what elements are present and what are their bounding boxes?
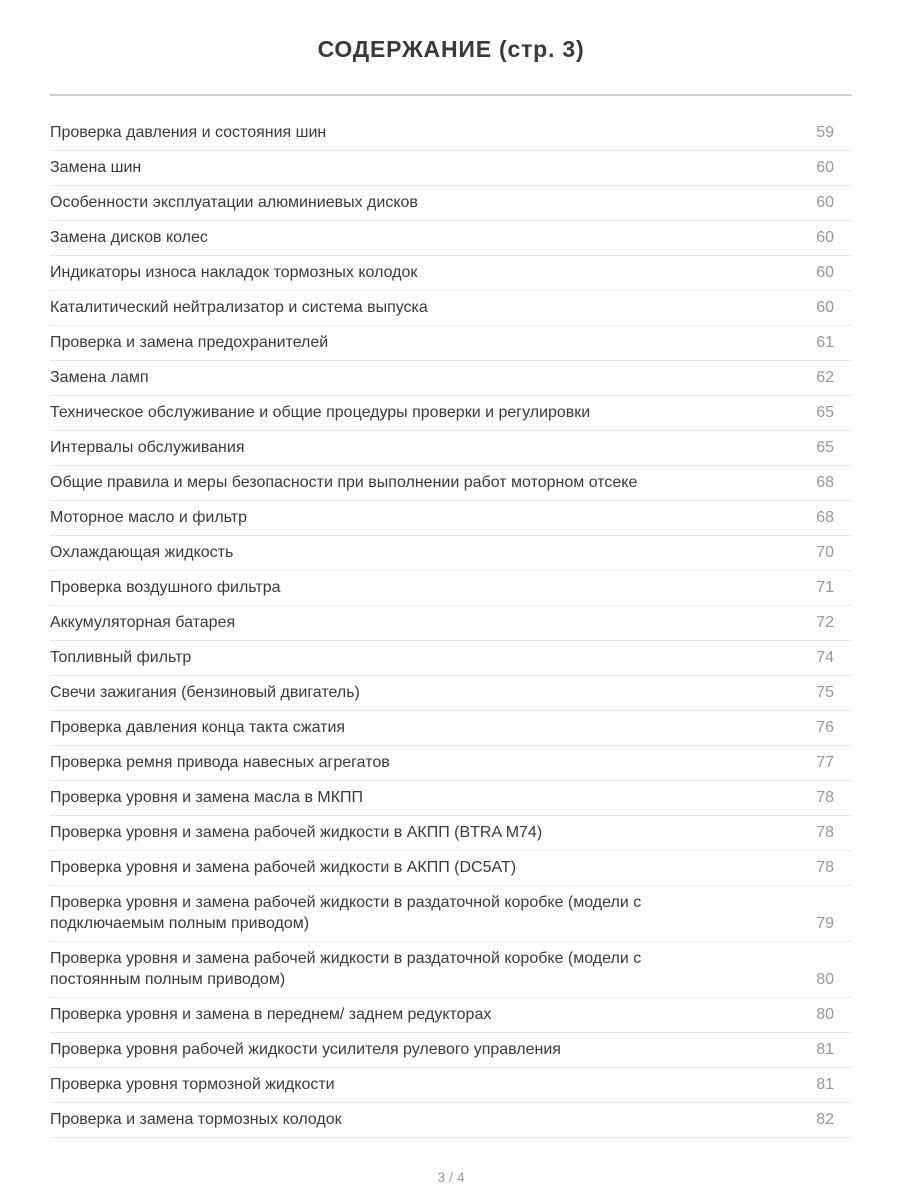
toc-entry-label: Проверка уровня и замена масла в МКПП (50, 789, 364, 806)
toc-entry-page-number: 60 (816, 264, 834, 281)
toc-entry-row (50, 361, 852, 396)
toc-entry-page-number: 78 (816, 859, 834, 876)
toc-entry-row (50, 396, 852, 431)
toc-entry-label: Проверка уровня и замена в переднем/ заднем редукторах (50, 1006, 492, 1023)
toc-entry-page-number: 72 (816, 614, 834, 631)
toc-entry-page-number: 80 (816, 971, 834, 988)
toc-entry-page-number: 77 (816, 754, 834, 771)
toc-entry-row (50, 431, 852, 466)
toc-entry-label: Проверка уровня тормозной жидкости (50, 1076, 335, 1093)
toc-entry-label: Каталитический нейтрализатор и система выпуска (50, 299, 428, 316)
toc-entry-page-number: 60 (816, 299, 834, 316)
toc-entry-page-number: 65 (816, 404, 834, 421)
toc-entry-page-number: 59 (816, 124, 834, 141)
toc-entry-row (50, 151, 852, 186)
toc-entry-label: Проверка уровня и замена рабочей жидкости в АКПП (BTRA M74) (50, 824, 543, 841)
toc-entry-row (50, 781, 852, 816)
toc-entry-page-number: 75 (816, 684, 834, 701)
toc-entry-label: Проверка давления и состояния шин (50, 124, 327, 141)
toc-entry-page-number: 68 (816, 474, 834, 491)
toc-entry-row (50, 998, 852, 1033)
toc-entry-row (50, 641, 852, 676)
toc-entry-row (50, 676, 852, 711)
toc-entry-page-number: 79 (816, 915, 834, 932)
toc-entry-label: Моторное масло и фильтр (50, 509, 247, 526)
toc-entry-row (50, 501, 852, 536)
toc-entry-label: Техническое обслуживание и общие процедуры проверки и регулировки (50, 404, 591, 421)
toc-entry-row (50, 221, 852, 256)
toc-list (50, 116, 852, 1138)
toc-entry-page-number: 60 (816, 194, 834, 211)
toc-entry-row (50, 1068, 852, 1103)
toc-entry-label: Проверка и замена предохранителей (50, 334, 329, 351)
toc-entry-page-number: 68 (816, 509, 834, 526)
toc-entry-page-number: 81 (816, 1041, 834, 1058)
toc-entry-page-number: 70 (816, 544, 834, 561)
toc-entry-label: Замена шин (50, 159, 142, 176)
page-title: СОДЕРЖАНИЕ (стр. 3) (317, 36, 585, 62)
toc-entry-label: Проверка уровня и замена рабочей жидкости в АКПП (DC5AT) (50, 859, 517, 876)
toc-entry-row (50, 536, 852, 571)
toc-entry-row (50, 851, 852, 886)
toc-entry-label: Проверка давления конца такта сжатия (50, 719, 346, 736)
toc-entry-page-number: 82 (816, 1111, 834, 1128)
toc-entry-page-number: 60 (816, 229, 834, 246)
page-number-indicator: 3 / 4 (437, 1169, 465, 1185)
toc-entry-row (50, 942, 852, 998)
toc-entry-label: Индикаторы износа накладок тормозных колодок (50, 264, 418, 281)
toc-entry-label: Особенности эксплуатации алюминиевых дисков (50, 194, 418, 211)
toc-entry-label: Проверка уровня рабочей жидкости усилителя рулевого управления (50, 1041, 561, 1058)
toc-entry-row (50, 711, 852, 746)
toc-entry-row (50, 1033, 852, 1068)
toc-entry-label: Общие правила и меры безопасности при выполнении работ моторном отсеке (50, 474, 638, 491)
toc-entry-label: Проверка ремня привода навесных агрегатов (50, 754, 390, 771)
toc-entry-page-number: 80 (816, 1006, 834, 1023)
toc-entry-row (50, 466, 852, 501)
toc-entry-row (50, 886, 852, 942)
toc-entry-label: Проверка уровня и замена рабочей жидкости в раздаточной коробке (модели с подключаемым полным приводом) (50, 894, 642, 932)
toc-entry-page-number: 76 (816, 719, 834, 736)
toc-entry-label: Проверка воздушного фильтра (50, 579, 281, 596)
toc-entry-label: Аккумуляторная батарея (50, 614, 236, 631)
toc-entry-page-number: 60 (816, 159, 834, 176)
toc-entry-page-number: 78 (816, 824, 834, 841)
toc-entry-row (50, 1103, 852, 1138)
toc-entry-row (50, 746, 852, 781)
toc-entry-row (50, 291, 852, 326)
toc-entry-page-number: 65 (816, 439, 834, 456)
toc-entry-page-number: 71 (816, 579, 834, 596)
toc-entry-label: Свечи зажигания (бензиновый двигатель) (50, 684, 360, 701)
toc-entry-label: Замена ламп (50, 369, 149, 386)
toc-entry-row (50, 256, 852, 291)
toc-entry-row (50, 816, 852, 851)
toc-entry-page-number: 78 (816, 789, 834, 806)
toc-entry-label: Интервалы обслуживания (50, 439, 245, 456)
toc-entry-label: Замена дисков колес (50, 229, 208, 246)
toc-entry-row (50, 186, 852, 221)
toc-entry-row (50, 606, 852, 641)
toc-entry-label: Проверка и замена тормозных колодок (50, 1111, 342, 1128)
toc-entry-page-number: 61 (816, 334, 834, 351)
toc-entry-row (50, 571, 852, 606)
title-divider (50, 94, 852, 96)
toc-entry-page-number: 74 (816, 649, 834, 666)
toc-entry-label: Охлаждающая жидкость (50, 544, 234, 561)
toc-entry-row (50, 326, 852, 361)
toc-entry-page-number: 62 (816, 369, 834, 386)
toc-entry-row (50, 116, 852, 151)
toc-entry-label: Топливный фильтр (50, 649, 192, 666)
toc-entry-page-number: 81 (816, 1076, 834, 1093)
toc-entry-label: Проверка уровня и замена рабочей жидкости в раздаточной коробке (модели с постоянным полным приводом) (50, 950, 642, 988)
